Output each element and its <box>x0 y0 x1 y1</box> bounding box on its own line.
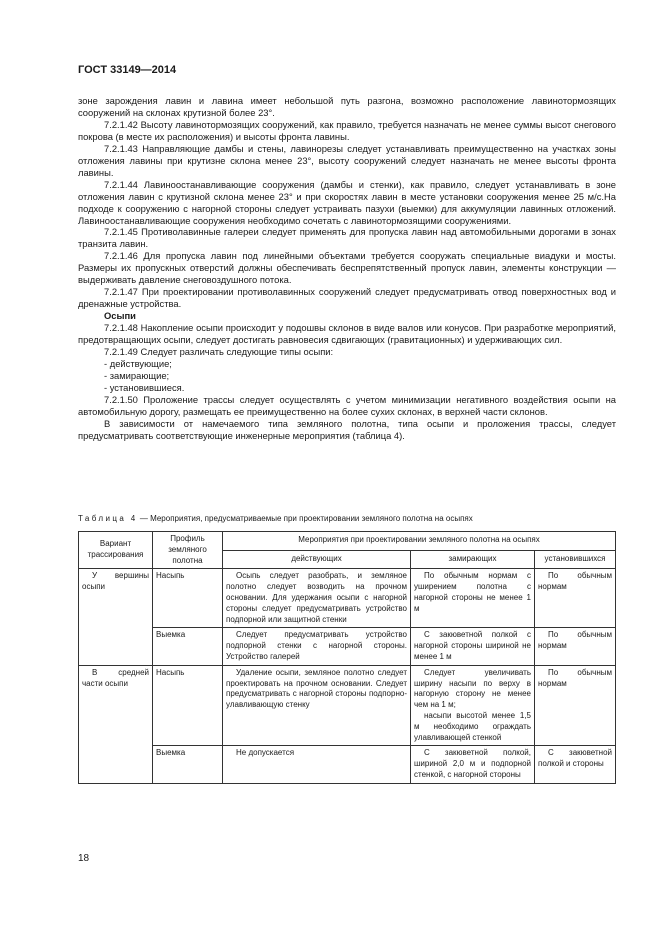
fading-cell-text: насыпи высотой менее 1,5 м необходимо ограждать улавливающей стенкой <box>414 710 531 742</box>
profile-cell: Насыпь <box>153 569 223 628</box>
variant-cell: У вершины осыпи <box>79 569 153 665</box>
paragraph: В зависимости от намечаемого типа земляного полотна, типа осыпи и проложения трассы, следует предусматривать соответствующие инженерные мероприятия (таблица 4). <box>78 417 616 441</box>
header-measures: Мероприятия при проектировании земляного полотна на осыпях <box>223 532 616 551</box>
table-caption-label: Таблица 4 <box>78 514 138 523</box>
header-profile: Профиль земляного полотна <box>153 532 223 569</box>
fading-cell <box>411 665 535 746</box>
paragraph-7-2-1-44: 7.2.1.44 Лавиноостанавливающие сооружения (дамбы и стенки), как правило, следует устанавливать в зоне отложения лавин с крутизной склона менее 23° и при скоростях лавин в месте установки сооружения менее 25 м/с.На подходе к сооружению с нагорной стороны следует устраивать пазухи (выемки) для аккумуляции лавинных отложений. Лавиноостанавливающие сооружения необходимо сочетать с лавинотормозящими сооружениями. <box>78 178 616 226</box>
active-cell: Осыпь следует разобрать, и земляное полотно следует возводить на прочном основании. Для удержания осыпи с нагорной стороны следует предусматривать устройство подпорной или защитной стенки <box>223 569 411 628</box>
active-cell: Не допускается <box>223 746 411 783</box>
settled-cell: По обычным нормам <box>535 628 616 665</box>
paragraph-7-2-1-45: 7.2.1.45 Противолавинные галереи следует применять для пропуска лавин над автомобильными дорогами в зонах транзита лавин. <box>78 226 616 250</box>
paragraph-7-2-1-43: 7.2.1.43 Направляющие дамбы и стены, лавинорезы следует устанавливать преимущественно на участках зоны отложения лавины при крутизне склона менее 23°, высоту сооружений следует назначать не менее высоты фронта лавины. <box>78 142 616 178</box>
table-caption <box>78 514 616 523</box>
body-text <box>78 95 616 442</box>
header-settled: установившихся <box>535 550 616 569</box>
fading-cell-text: Следует увеличивать ширину насыпи по верху в нагорную сторону не менее чем на 1 м; <box>414 667 531 710</box>
table-row <box>79 569 616 628</box>
variant-cell: В средней части осыпи <box>79 665 153 783</box>
active-cell: Удаление осыпи, земляное полотно следует проектировать на прочном основании. Следует предусматривать с нагорной стороны подпорно-улавливающую стенку <box>223 665 411 746</box>
page-number: 18 <box>78 853 90 864</box>
header-variant: Вариант трассирования <box>79 532 153 569</box>
profile-cell: Выемка <box>153 628 223 665</box>
header-active: действующих <box>223 550 411 569</box>
active-cell: Следует предусматривать устройство подпорной стенки с нагорной стороны. Устройство галерей <box>223 628 411 665</box>
paragraph-7-2-1-49: 7.2.1.49 Следует различать следующие типы осыпи: <box>104 346 334 358</box>
list-item: - установившиеся. <box>104 381 185 393</box>
table-header-row <box>79 532 616 551</box>
list-item: - действующие; <box>104 357 172 369</box>
paragraph: зоне зарождения лавин и лавина имеет небольшой путь разгона, возможно расположение лавинотормозящих сооружений на склонах крутизной более 23°. <box>78 95 616 118</box>
fading-cell: С закюветной полкой, шириной 2,0 м и подпорной стенкой, с нагорной стороны <box>411 746 535 783</box>
fading-cell: По обычным нормам с уширением полотна с нагорной стороны не менее 1 м <box>411 569 535 628</box>
profile-cell: Насыпь <box>153 665 223 746</box>
measures-table <box>78 531 616 784</box>
paragraph-7-2-1-48: 7.2.1.48 Накопление осыпи происходит у подошвы склонов в виде валов или конусов. При разработке мероприятий, предотвращающих осыпи, следует достигать равновесия сдвигающих (гравитационных) и удерживающих сил. <box>78 322 616 346</box>
settled-cell: С закюветной полкой и стороны <box>535 746 616 783</box>
settled-cell: По обычным нормам <box>535 569 616 628</box>
section-subheading: Осыпи <box>104 310 136 322</box>
paragraph-7-2-1-47: 7.2.1.47 При проектировании противолавинных сооружений следует предусматривать отвод поверхностных вод и дренажные устройства. <box>78 286 616 310</box>
paragraph-7-2-1-46: 7.2.1.46 Для пропуска лавин под линейными объектами требуется сооружать специальные виадуки и мосты. Размеры их пропускных отверстий должны обеспечивать беспрепятственный пропуск лавин, элементы конструкции — выдерживать давление снеговоздушного потока. <box>78 250 616 286</box>
paragraph-7-2-1-42: 7.2.1.42 Высоту лавинотормозящих сооружений, как правило, требуется назначать не менее суммы высот снегового покрова (в месте их расположения) и высоты фронта лавины. <box>78 118 616 142</box>
settled-cell: По обычным нормам <box>535 665 616 746</box>
table-row <box>79 665 616 746</box>
table-caption-text: — Мероприятия, предусматриваемые при проектировании земляного полотна на осыпях <box>137 514 473 523</box>
fading-cell: С закюветной полкой с нагорной стороны шириной не менее 1 м <box>411 628 535 665</box>
paragraph-7-2-1-50: 7.2.1.50 Проложение трассы следует осуществлять с учетом минимизации негативного воздействия осыпи на автомобильную дорогу, размещать ее преимущественно на более сухих склонах, в верхней части склонов. <box>78 393 616 417</box>
profile-cell: Выемка <box>153 746 223 783</box>
header-fading: замирающих <box>411 550 535 569</box>
table-row <box>79 746 616 783</box>
document-header: ГОСТ 33149—2014 <box>78 64 177 76</box>
list-item: - замирающие; <box>104 369 170 381</box>
table-row <box>79 628 616 665</box>
